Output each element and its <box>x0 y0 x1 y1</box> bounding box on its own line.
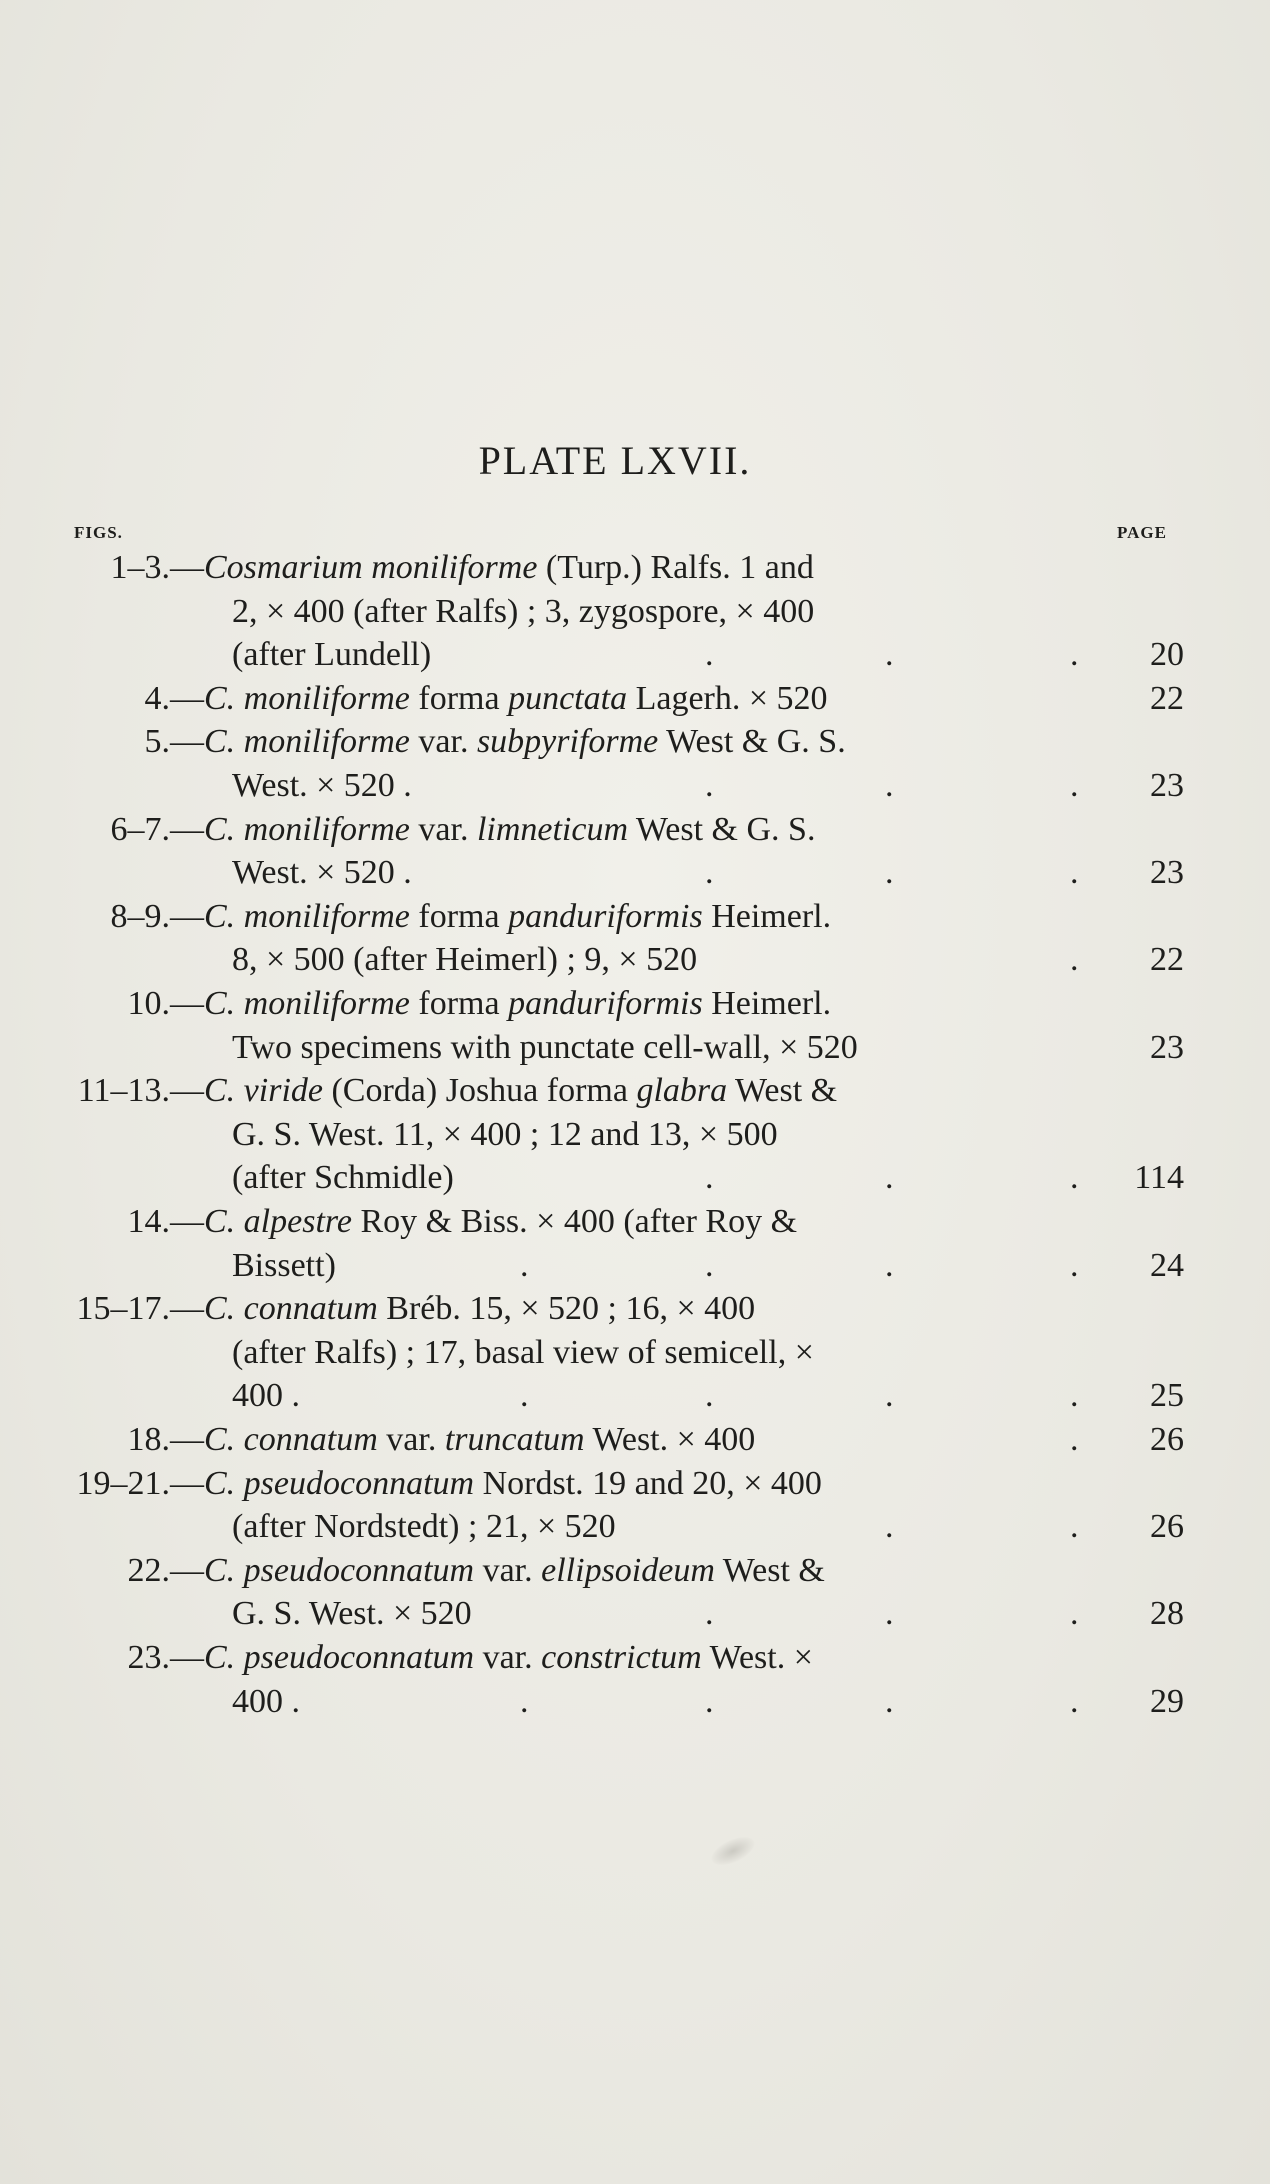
figure-number: 18.— <box>127 1421 204 1458</box>
text-segment: var. <box>474 1551 542 1589</box>
entry-line <box>0 895 1270 939</box>
leader-dot: . <box>1070 1682 1079 1720</box>
entry-text <box>204 677 828 721</box>
entry-text <box>232 851 412 895</box>
text-segment: (after Nordstedt) ; 21, × 520 <box>232 1508 616 1546</box>
leader-dot: . <box>1070 1246 1079 1284</box>
page-column-header: PAGE <box>1117 523 1167 542</box>
text-segment: G. S. West. × 520 <box>232 1595 472 1633</box>
entry-line <box>0 1156 1270 1200</box>
entry-text <box>204 1200 797 1244</box>
taxon-name: C. pseudoconnatum <box>204 1551 475 1589</box>
leader-dot: . <box>1070 1421 1079 1458</box>
taxon-name: C. alpestre <box>204 1203 352 1240</box>
entry-text <box>232 1113 778 1157</box>
entry-line <box>0 1374 1270 1418</box>
text-segment: forma <box>409 985 509 1022</box>
page-number: 28 <box>1150 1595 1184 1633</box>
page-number: 23 <box>1150 767 1184 804</box>
taxon-name: glabra <box>636 1072 728 1110</box>
text-segment: (after Schmidle) <box>232 1159 454 1197</box>
leader-dot: . <box>705 636 714 674</box>
text-segment: West. × 400 <box>584 1421 756 1458</box>
figure-number: 10.— <box>127 985 204 1022</box>
leader-dot: . <box>1070 1595 1079 1633</box>
leader-dot: . <box>1070 854 1079 892</box>
taxon-name: punctata <box>508 679 628 717</box>
entry-line <box>0 808 1270 852</box>
entry-text <box>232 1592 472 1636</box>
text-segment: Heimerl. <box>702 985 832 1022</box>
text-segment: Lagerh. × 520 <box>627 679 828 717</box>
leader-dot: . <box>520 1246 529 1284</box>
entry-text <box>204 720 846 764</box>
entry-text <box>232 1680 300 1724</box>
leader-dot: . <box>885 1159 894 1197</box>
entry-text <box>204 1287 755 1331</box>
taxon-name: constrictum <box>541 1639 702 1676</box>
text-segment: var. <box>474 1639 542 1676</box>
entry-text <box>232 764 412 808</box>
entry-line <box>0 1331 1270 1375</box>
taxon-name: Cosmarium moniliforme <box>204 549 538 586</box>
entry-line <box>0 1680 1270 1724</box>
text-segment: Bissett) <box>232 1246 336 1284</box>
leader-dot: . <box>1070 767 1079 804</box>
taxon-name: C. moniliforme <box>204 810 410 848</box>
leader-dot: . <box>1070 1159 1079 1197</box>
figure-number: 23.— <box>127 1639 204 1676</box>
leader-dot: . <box>1070 636 1079 674</box>
entry-text <box>232 590 814 634</box>
entry-text <box>232 938 697 982</box>
figs-column-header: FIGS. <box>74 523 123 542</box>
text-segment: (Corda) Joshua forma <box>322 1072 637 1110</box>
entry-line <box>0 590 1270 634</box>
figure-number: 4.— <box>144 679 204 717</box>
entry-line <box>0 1592 1270 1636</box>
entry-line <box>0 1244 1270 1288</box>
text-segment: (after Lundell) <box>232 636 432 674</box>
entry-text <box>204 1636 813 1680</box>
taxon-name: C. pseudoconnatum <box>204 1639 475 1676</box>
text-segment: var. <box>377 1421 445 1458</box>
entry-text <box>232 1156 454 1200</box>
text-segment: forma <box>409 679 509 717</box>
text-segment: Bréb. 15, × 520 ; 16, × 400 <box>377 1290 756 1328</box>
entry-text <box>232 633 431 677</box>
leader-dot: . <box>885 1595 894 1633</box>
page-number: 23 <box>1150 1028 1184 1066</box>
entry-text <box>204 808 815 852</box>
text-segment: 8, × 500 (after Heimerl) ; 9, × 520 <box>232 941 698 979</box>
taxon-name: C. connatum <box>204 1290 378 1328</box>
leader-dot: . <box>705 1377 714 1415</box>
leader-dot: . <box>705 1246 714 1284</box>
page-number: 23 <box>1150 854 1184 892</box>
entry-line <box>0 982 1270 1026</box>
plate-title: PLATE LXVII. <box>478 438 752 483</box>
figure-number: 11–13.— <box>77 1072 204 1110</box>
entry-text <box>204 1418 755 1462</box>
entry-line <box>0 1462 1270 1506</box>
entry-text <box>204 1549 825 1593</box>
page-number: 25 <box>1150 1377 1184 1415</box>
taxon-name: C. moniliforme <box>204 897 410 935</box>
entry-text <box>204 982 831 1026</box>
taxon-name: C. connatum <box>204 1421 378 1458</box>
text-segment: 400 . <box>232 1377 300 1415</box>
taxon-name: subpyriforme <box>476 723 659 761</box>
text-segment: West. × 520 . <box>232 854 412 892</box>
entry-line <box>0 938 1270 982</box>
entry-text <box>232 1244 336 1288</box>
entry-line <box>0 1200 1270 1244</box>
entry-line <box>0 1505 1270 1549</box>
entry-text <box>232 1026 858 1070</box>
entry-text <box>204 1462 822 1506</box>
text-segment: (after Ralfs) ; 17, basal view of semicell, × <box>232 1333 814 1371</box>
taxon-name: C. pseudoconnatum <box>204 1464 475 1502</box>
entry-text <box>204 895 831 939</box>
entry-line <box>0 1636 1270 1680</box>
page-number: 26 <box>1150 1421 1184 1458</box>
leader-dot: . <box>885 1377 894 1415</box>
entry-line <box>0 1113 1270 1157</box>
figure-number: 5.— <box>144 723 204 761</box>
entry-text <box>204 546 814 590</box>
leader-dot: . <box>705 1159 714 1197</box>
text-segment: West & <box>727 1072 838 1110</box>
leader-dot: . <box>1070 1377 1079 1415</box>
text-segment: Two specimens with punctate cell-wall, × 520 <box>232 1028 858 1066</box>
text-segment: G. S. West. 11, × 400 ; 12 and 13, × 500 <box>232 1115 778 1153</box>
leader-dot: . <box>1070 941 1079 979</box>
leader-dot: . <box>705 1595 714 1633</box>
taxon-name: C. moniliforme <box>204 723 410 761</box>
page-number: 29 <box>1150 1682 1184 1720</box>
leader-dot: . <box>705 1682 714 1720</box>
entry-line <box>0 1026 1270 1070</box>
text-segment: forma <box>409 897 509 935</box>
leader-dot: . <box>520 1377 529 1415</box>
text-segment: Nordst. 19 and 20, × 400 <box>474 1464 822 1502</box>
leader-dot: . <box>520 1682 529 1720</box>
entry-line <box>0 1069 1270 1113</box>
text-segment: West. × <box>701 1639 813 1676</box>
taxon-name: truncatum <box>444 1421 585 1458</box>
entry-line <box>0 633 1270 677</box>
text-segment: West & <box>714 1551 825 1589</box>
leader-dot: . <box>1070 1508 1079 1546</box>
page-number: 22 <box>1150 679 1184 717</box>
text-segment: (Turp.) Ralfs. 1 and <box>537 549 814 586</box>
text-segment: var. <box>409 723 477 761</box>
entry-line <box>0 851 1270 895</box>
text-segment: West & G. S. <box>628 810 816 848</box>
leader-dot: . <box>705 854 714 892</box>
taxon-name: C. moniliforme <box>204 679 410 717</box>
figure-number: 8–9.— <box>110 897 204 935</box>
entry-line <box>0 1549 1270 1593</box>
taxon-name: panduriformis <box>508 985 703 1022</box>
entry-line <box>0 1418 1270 1462</box>
leader-dot: . <box>885 1508 894 1546</box>
figure-number: 6–7.— <box>110 810 204 848</box>
text-segment: var. <box>409 810 477 848</box>
leader-dot: . <box>885 854 894 892</box>
entry-text <box>232 1331 814 1375</box>
page-number: 24 <box>1150 1246 1184 1284</box>
entry-text <box>232 1374 300 1418</box>
figure-number: 15–17.— <box>76 1290 204 1328</box>
figure-number: 19–21.— <box>76 1464 204 1502</box>
taxon-name: panduriformis <box>508 897 703 935</box>
entry-text <box>232 1505 616 1549</box>
page-number: 26 <box>1150 1508 1184 1546</box>
leader-dot: . <box>885 767 894 804</box>
entry-line <box>0 1287 1270 1331</box>
text-segment: Heimerl. <box>702 897 832 935</box>
figure-number: 14.— <box>127 1203 204 1240</box>
entry-line <box>0 677 1270 721</box>
taxon-name: C. viride <box>204 1072 323 1110</box>
text-segment: 2, × 400 (after Ralfs) ; 3, zygospore, × 400 <box>232 592 815 630</box>
page-number: 20 <box>1150 636 1184 674</box>
text-segment: Roy & Biss. × 400 (after Roy & <box>351 1203 798 1240</box>
paper-stain <box>708 1831 759 1870</box>
text-segment: West & G. S. <box>658 723 846 761</box>
figure-number: 22.— <box>127 1551 204 1589</box>
entry-line <box>0 720 1270 764</box>
page-number: 22 <box>1150 941 1184 979</box>
entry-line <box>0 546 1270 590</box>
text-segment: 400 . <box>232 1682 300 1720</box>
entry-line <box>0 764 1270 808</box>
leader-dot: . <box>885 1682 894 1720</box>
text-segment: West. × 520 . <box>232 767 412 804</box>
page-number: 114 <box>1134 1159 1184 1197</box>
taxon-name: limneticum <box>476 810 629 848</box>
taxon-name: C. moniliforme <box>204 985 410 1022</box>
leader-dot: . <box>885 1246 894 1284</box>
figure-number: 1–3.— <box>110 549 204 586</box>
entry-text <box>204 1069 837 1113</box>
taxon-name: ellipsoideum <box>541 1551 715 1589</box>
leader-dot: . <box>885 636 894 674</box>
leader-dot: . <box>705 767 714 804</box>
